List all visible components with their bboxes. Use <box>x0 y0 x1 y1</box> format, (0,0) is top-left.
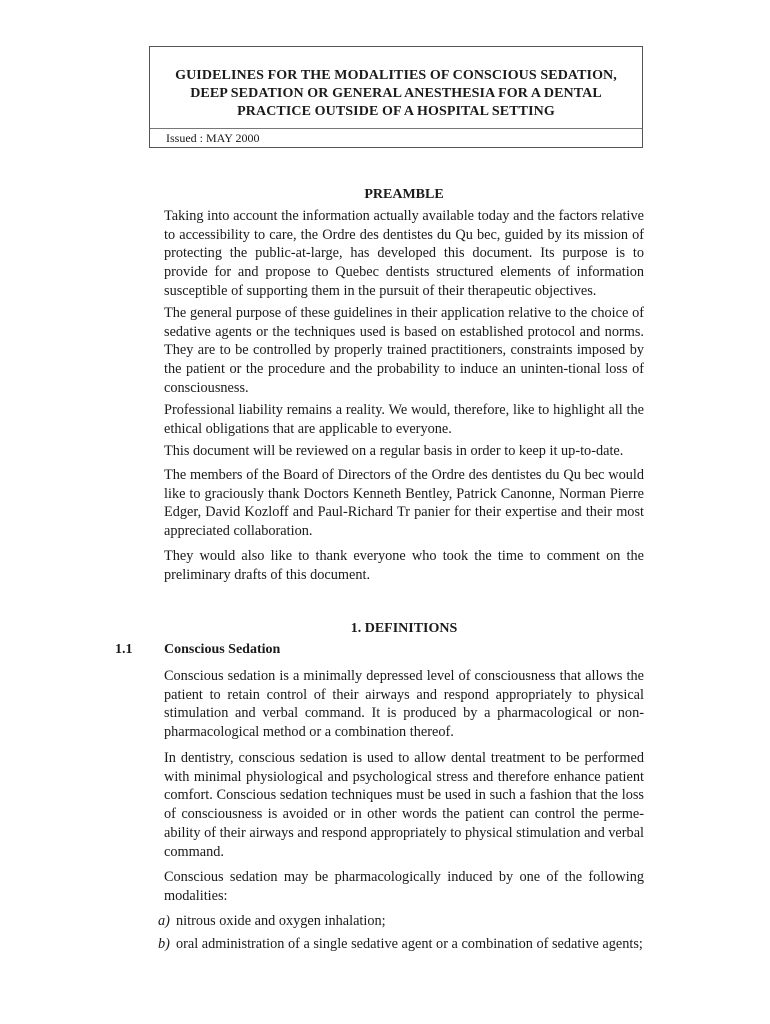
definition-paragraph: Conscious sedation may be pharmacologically induced by one of the following modalities: <box>164 869 644 904</box>
definition-paragraph: Conscious sedation is a minimally depressed level of consciousness that allows the patient to retain control of their airways and respond appropriately to physical stimulation and verbal command. It is produced by a pharmacological or non-pharmacological method or a combination thereof. <box>164 668 644 741</box>
definitions-heading: 1. DEFINITIONS <box>350 621 458 636</box>
list-item-label: a) <box>158 913 170 929</box>
list-item <box>158 912 644 931</box>
section-title: Conscious Sedation <box>164 642 281 657</box>
preamble-paragraph: The members of the Board of Directors of the Ordre des dentistes du Qu bec would like to graciously thank Doctors Kenneth Bentley, Patrick Canonne, Norman Pierre Edger, David Kozloff and Paul-Richard Tr panier for their expertise and their most appreciated collaboration. <box>164 467 644 540</box>
definition-paragraph: In dentistry, conscious sedation is used to allow dental treatment to be performed with minimal physiological and psychological stress and therefore enhance patient comfort. Conscious sedation techniques must be used in such a fashion that the loss of consciousness is avoided or in other words the patient can control the perme-ability of their airways and respond appropriately to physical stimulation and verbal command. <box>164 750 645 860</box>
preamble-paragraph: They would also like to thank everyone who took the time to comment on the preliminary drafts of this document. <box>164 548 644 583</box>
document-title <box>150 67 642 121</box>
title-line: GUIDELINES FOR THE MODALITIES OF CONSCIOUS SEDATION, <box>175 68 617 83</box>
list-item-text: oral administration of a single sedative agent or a combination of sedative agents; <box>176 936 643 952</box>
preamble-paragraph: Taking into account the information actually available today and the factors relative to accessibility to care, the Ordre des dentistes du Qu bec, guided by its mission of protecting the public-at-large, has developed this document. Its purpose is to provide for and propose to Quebec dentists structured elements of information susceptible of supporting them in the pursuit of their therapeutic objectives. <box>164 208 644 299</box>
section-number: 1.1 <box>115 642 133 657</box>
document-title-box <box>149 46 643 148</box>
list-item-label: b) <box>158 936 170 952</box>
title-divider <box>150 128 642 129</box>
preamble-paragraph: Professional liability remains a reality. We would, therefore, like to highlight all the ethical obligations that are applicable to everyone. <box>164 402 644 437</box>
list-item <box>158 935 644 954</box>
preamble-paragraph: This document will be reviewed on a regular basis in order to keep it up-to-date. <box>164 443 624 459</box>
preamble-heading: PREAMBLE <box>364 187 444 202</box>
list-item-text: nitrous oxide and oxygen inhalation; <box>176 913 386 929</box>
title-line: DEEP SEDATION OR GENERAL ANESTHESIA FOR A DENTAL <box>190 86 602 101</box>
title-line: PRACTICE OUTSIDE OF A HOSPITAL SETTING <box>237 104 555 119</box>
preamble-paragraph: The general purpose of these guidelines in their application relative to the choice of sedative agents or the techniques used is based on established protocol and norms. They are to be controlled by properly trained practitioners, constraints imposed by the patient or the procedure and the probability to induce an uninten-tional loss of consciousness. <box>164 305 644 396</box>
issued-date: Issued : MAY 2000 <box>166 131 260 145</box>
